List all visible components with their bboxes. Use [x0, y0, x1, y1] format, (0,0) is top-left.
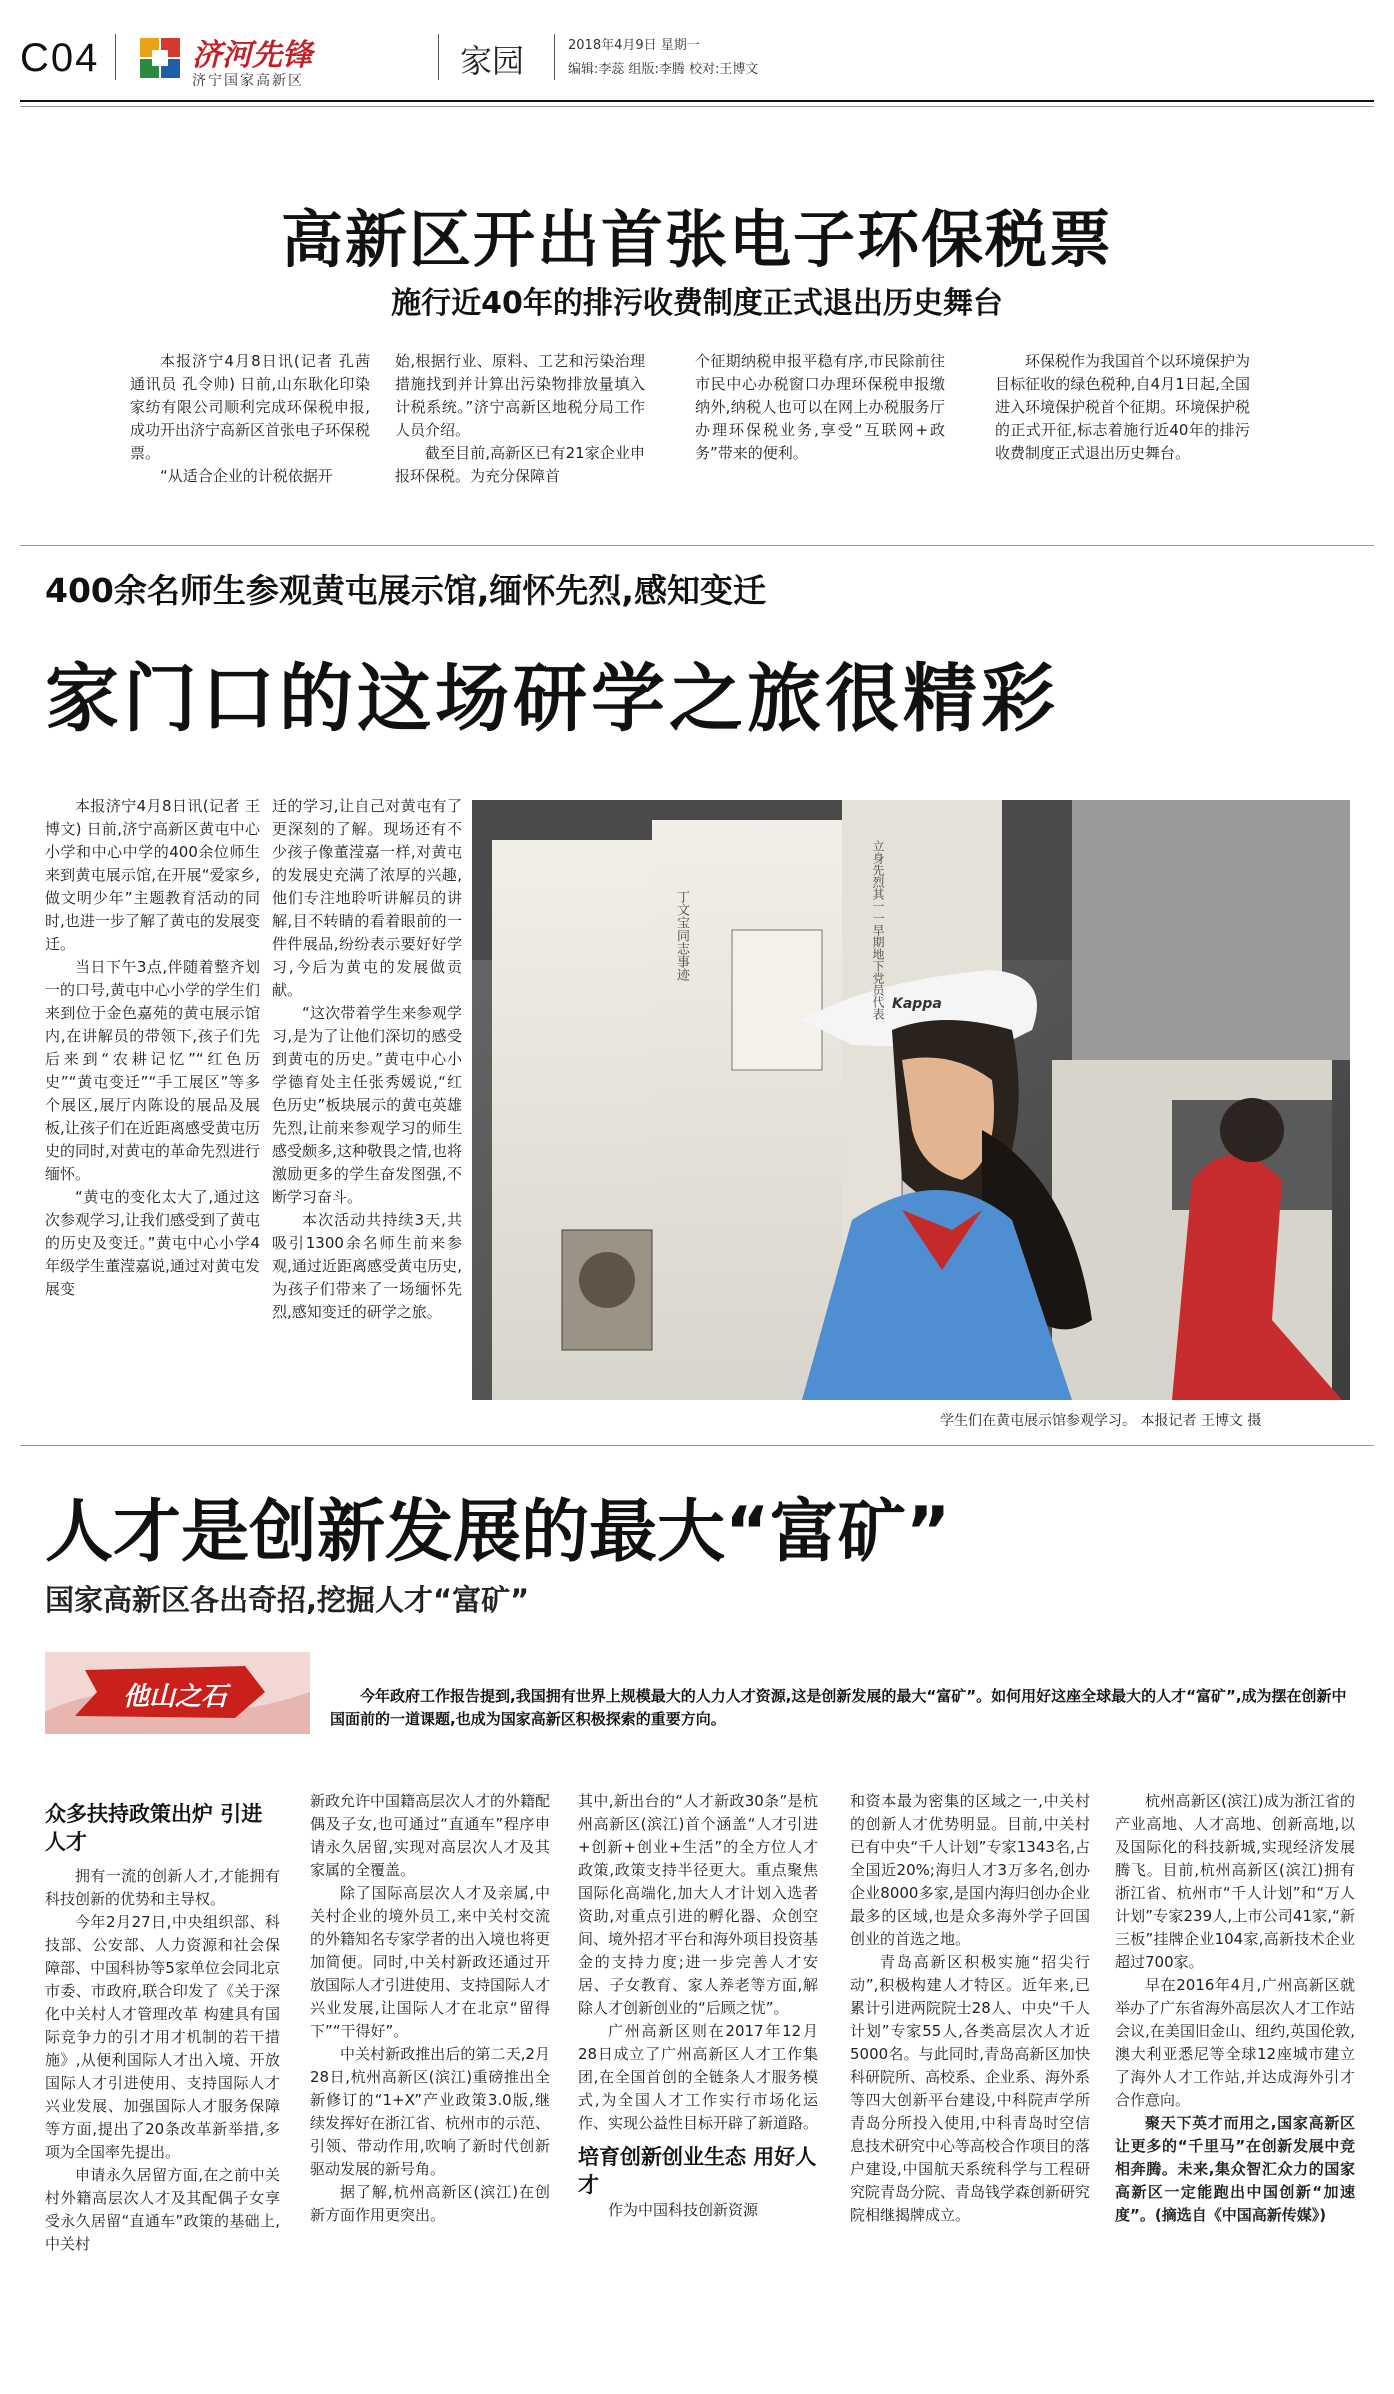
article3-column-3 — [578, 1790, 818, 2222]
article1-title: 高新区开出首张电子环保税票 — [280, 203, 1113, 276]
paragraph: 其中,新出台的“人才新政30条”是杭州高新区(滨江)首个涵盖“人才引进+创新+创业+生活”的全方位人才政策,政策支持半径更大。重点聚焦国际化高端化,加大人才计划入选者资助,对重点引进的孵化器、众创空间、境外招才平台和海外项目投资基金的支持力度;进一步完善人才安居、子女教育、家人养老等方面,解除人才创新创业的“后顾之忧”。 — [578, 1792, 819, 2017]
masthead-divider — [438, 34, 439, 80]
paragraph: “从适合企业的计税依据开 — [160, 467, 333, 485]
paragraph: 据了解,杭州高新区(滨江)在创新方面作用更突出。 — [310, 2183, 550, 2224]
article1-column-3 — [695, 350, 945, 465]
header-rule — [20, 100, 1374, 102]
article1-column-1 — [130, 350, 370, 488]
subhead-1: 众多扶持政策出炉 引进人才 — [45, 1802, 263, 1854]
badge-label: 他山之石 — [123, 1682, 228, 1712]
masthead-divider — [115, 34, 116, 80]
paper-name: 济河先锋 — [192, 38, 312, 73]
paragraph: “黄屯的变化太大了,通过这次参观学习,让我们感受到了黄屯的历史及变迁。”黄屯中心小学4年级学生董滢嘉说,通过对黄屯发展变 — [45, 1188, 260, 1298]
header-rule-thin — [20, 106, 1374, 107]
paragraph: “这次带着学生来参观学习,是为了让他们深切的感受到黄屯的历史。”黄屯中心小学德育处主任张秀媛说,“红色历史”板块展示的黄屯英雄先烈,让前来参观学习的师生感受颇多,这种敬畏之情,也将激励更多的学生奋发图强,不断学习奋斗。 — [272, 1004, 462, 1206]
masthead — [20, 20, 1374, 90]
photo-caption: 学生们在黄屯展示馆参观学习。 本报记者 王博文 摄 — [940, 1413, 1262, 1429]
subhead-2: 培育创新创业生态 用好人才 — [578, 2145, 817, 2197]
masthead-divider — [554, 34, 555, 80]
paragraph: 除了国际高层次人才及亲属,中关村企业的境外员工,来中关村交流的外籍知名专家学者的出入境也将更加简便。同时,中关村新政还通过开放国际人才引进使用、支持国际人才兴业发展,让国际人才在北京“留得下”“干得好”。 — [310, 1884, 551, 2040]
paragraph: 个征期纳税申报平稳有序,市民除前往市民中心办税窗口办理环保税申报缴纳外,纳税人也可以在网上办税服务厅办理环保税业务,享受“互联网+政务”带来的便利。 — [695, 352, 945, 462]
section-name: 家园 — [460, 42, 525, 80]
issue-date: 2018年4月9日 星期一 — [568, 38, 700, 53]
paragraph: 本次活动共持续3天,共吸引1300余名师生前来参观,通过近距离感受黄屯历史,为孩子们带来了一场缅怀先烈,感知变迁的研学之旅。 — [272, 1211, 462, 1321]
paragraph: 青岛高新区积极实施“招尖行动”,积极构建人才特区。近年来,已累计引进两院院士28人、中央“千人计划”专家55人,各类高层次人才近5000名。与此同时,青岛高新区加快科研院所、高校系、企业系、海外系等四大创新平台建设,中科院声学所青岛分所投入使用,中科青岛时空信息技术研究中心等高校合作项目的落户建设,中国航天系统科学与工程研究院青岛分院、青岛钱学森创新研究院相继揭牌成立。 — [850, 1953, 1091, 2224]
article3-title: 人才是创新发展的最大“富矿” — [45, 1493, 951, 1572]
paragraph: 申请永久居留方面,在之前中关村外籍高层次人才及其配偶子女享受永久居留“直通车”政策的基础上,中关村 — [45, 2166, 280, 2253]
paragraph: 当日下午3点,伴随着整齐划一的口号,黄屯中心小学的学生们来到位于金色嘉苑的黄屯展示馆内,在讲解员的带领下,孩子们先后来到“农耕记忆”“红色历史”“黄屯变迁”“手工展区”等多个展区,展厅内陈设的展品及展板,让孩子们在近距离感受黄屯历史的同时,对黄屯的革命先烈进行缅怀。 — [45, 958, 260, 1183]
paragraph: 杭州高新区(滨江)成为浙江省的产业高地、人才高地、创新高地,以及国际化的科技新城,实现经济发展腾飞。目前,杭州高新区(滨江)拥有浙江省、杭州市“千人计划”和“万人计划”专家239人,上市公司41家,“新三板”挂牌企业104家,高新技术企业超过700家。 — [1115, 1792, 1355, 1971]
section-divider — [20, 1445, 1374, 1446]
article2-column-2 — [272, 795, 462, 1324]
paragraph: 环保税作为我国首个以环境保护为目标征收的绿色税种,自4月1日起,全国进入环境保护税首个征期。环境保护税的正式开征,标志着施行近40年的排污收费制度正式退出历史舞台。 — [995, 352, 1251, 462]
editor-credits: 编辑:李蕊 组版:李腾 校对:王博文 — [568, 62, 759, 77]
logo-icon — [138, 36, 182, 80]
paragraph: 作为中国科技创新资源 — [608, 2201, 759, 2219]
paragraph: 新政允许中国籍高层次人才的外籍配偶及子女,也可通过“直通车”程序申请永久居留,实现对高层次人才及其家属的全覆盖。 — [310, 1792, 551, 1879]
paragraph: 本报济宁4月8日讯(记者 孔茜 通讯员 孔令帅) 日前,山东耿化印染家纺有限公司顺利完成环保税申报,成功开出济宁高新区首张电子环保税票。 — [130, 352, 371, 462]
exhibition-photo — [472, 800, 1350, 1400]
article2-column-1 — [45, 795, 260, 1301]
article1-column-2 — [395, 350, 645, 488]
panel-heading: 丁文宝同志事迹 — [674, 890, 689, 981]
article2-kicker: 400余名师生参观黄屯展示馆,缅怀先烈,感知变迁 — [45, 571, 766, 610]
article3-column-4 — [850, 1790, 1090, 2227]
paragraph: 聚天下英才而用之,国家高新区让更多的“千里马”在创新发展中竞相奔腾。未来,集众智汇众力的国家高新区一定能跑出中国创新“加速度”。(摘选自《中国高新传媒》) — [1115, 2114, 1355, 2224]
paragraph: 本报济宁4月8日讯(记者 王博文) 日前,济宁高新区黄屯中心小学和中心中学的400余位师生来到黄屯展示馆,在开展“爱家乡,做文明少年”主题教育活动的同时,也进一步了解了黄屯的发展变迁。 — [45, 797, 260, 953]
article3-column-5 — [1115, 1790, 1355, 2227]
article1-subtitle: 施行近40年的排污收费制度正式退出历史舞台 — [391, 286, 1003, 321]
column-badge — [45, 1652, 310, 1734]
article3-subtitle: 国家高新区各出奇招,挖掘人才“富矿” — [45, 1583, 530, 1617]
paragraph: 截至目前,高新区已有21家企业申报环保税。为充分保障首 — [395, 444, 645, 485]
paragraph: 今年2月27日,中央组织部、科技部、公安部、人力资源和社会保障部、中国科协等5家单位会同北京市委、市政府,联合印发了《关于深化中关村人才管理改革 构建具有国际竞争力的引才用才机制的若干措施》,从便利国际人才出入境、开放国际人才引进使用、支持国际人才兴业发展、加强国际人才服务保障等方面,提出了20条改革新举措,多项为全国率先提出。 — [45, 1913, 280, 2161]
article2-title: 家门口的这场研学之旅很精彩 — [45, 656, 1059, 742]
paragraph: 始,根据行业、原料、工艺和污染治理措施找到并计算出污染物排放量填入计税系统。”济宁高新区地税分局工作人员介绍。 — [395, 352, 645, 439]
paragraph: 早在2016年4月,广州高新区就举办了广东省海外高层次人才工作站会议,在美国旧金山、纽约,英国伦敦,澳大利亚悉尼等全球12座城市建立了海外人才工作站,并达成海外引才合作意向。 — [1115, 1976, 1356, 2109]
paragraph: 和资本最为密集的区域之一,中关村的创新人才优势明显。目前,中关村已有中央“千人计划”专家1343名,占全国近20%;海归人才3万多名,创办企业8000多家,是国内海归创办企业最多的区域,也是众多海外学子回国创业的首选之地。 — [850, 1792, 1090, 1948]
paragraph: 广州高新区则在2017年12月28日成立了广州高新区人才工作集团,在全国首创的全链条人才服务模式,为全国人才工作实行市场化运作、实现公益性目标开辟了新道路。 — [578, 2022, 819, 2132]
paragraph: 中关村新政推出后的第二天,2月28日,杭州高新区(滨江)重磅推出全新修订的“1+X”产业政策3.0版,继续发挥好在浙江省、杭州市的示范、引领、带动作用,吹响了新时代创新驱动发展的新号角。 — [310, 2045, 551, 2178]
article3-column-1 — [45, 1865, 280, 2256]
article1-column-4 — [995, 350, 1250, 465]
page-number: C04 — [20, 36, 100, 80]
cap-logo: Kappa — [892, 996, 942, 1012]
panel-heading: 立身先烈其一一早期地下党员代表 — [871, 840, 885, 1020]
paper-subtitle: 济宁国家高新区 — [192, 73, 304, 89]
section-divider — [20, 545, 1374, 546]
paragraph: 迁的学习,让自己对黄屯有了更深刻的了解。现场还有不少孩子像董滢嘉一样,对黄屯的发展史充满了浓厚的兴趣,他们专注地聆听讲解员的讲解,目不转睛的看着眼前的一件件展品,纷纷表示要好好学习,今后为黄屯的发展做贡献。 — [272, 797, 462, 999]
paragraph: 拥有一流的创新人才,才能拥有科技创新的优势和主导权。 — [45, 1867, 280, 1908]
article3-column-2 — [310, 1790, 550, 2227]
article3-intro: 今年政府工作报告提到,我国拥有世界上规模最大的人力人才资源,这是创新发展的最大“富矿”。如何用好这座全球最大的人才“富矿”,成为摆在创新中国面前的一道课题,也成为国家高新区积极探索的重要方向。 — [330, 1687, 1347, 1728]
